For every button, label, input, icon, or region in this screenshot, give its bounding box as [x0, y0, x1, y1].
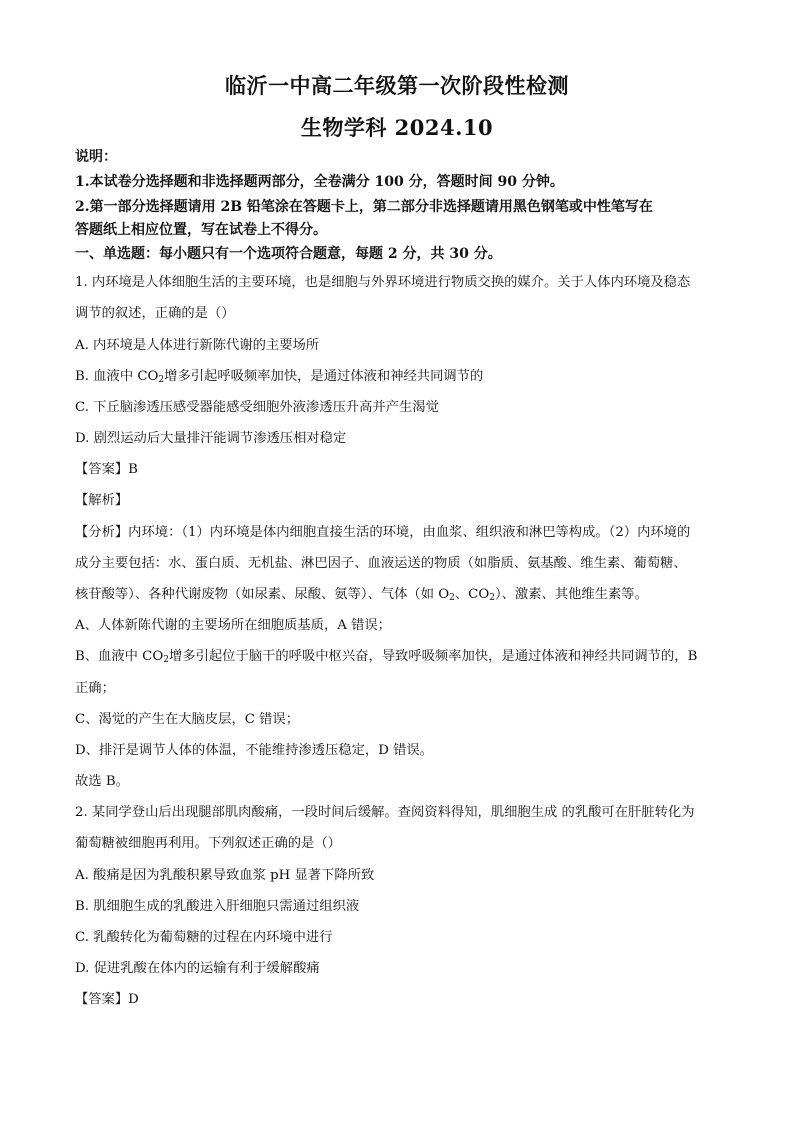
instruction-line-2-cont: 答题纸上相应位置，写在试卷上不得分。: [75, 222, 327, 238]
q1-option-b: B. 血液中 $CO_2$增多引起呼吸频率加快，是通过体液和神经共同调节的: [75, 369, 484, 385]
q1-option-d: D. 剧烈运动后大量排汗能调节渗透压相对稳定: [75, 431, 347, 446]
instruction-line-2: 2.第一部分选择题请用 2B 铅笔涂在答题卡上，第二部分非选择题请用黑色钢笔或中性笔写在: [75, 199, 653, 215]
q1-conclusion: 故选 B。: [75, 774, 129, 789]
q1-explanation-b: B、血液中 $CO_2$增多引起位于脑干的呼吸中枢兴奋，导致呼吸频率加快，是通过体液和神经共同调节的，B: [75, 649, 698, 665]
instruction-line-1: 1.本试卷分选择题和非选择题两部分，全卷满分 100 分，答题时间 90 分钟。: [75, 174, 564, 190]
q1-explanation-b-cont: 正确；: [75, 681, 115, 696]
q1-stem-cont: 调节的叙述，正确的是（）: [75, 306, 235, 321]
instructions-heading: 说明：: [75, 149, 117, 165]
q1-explanation-a: A、人体新陈代谢的主要场所在细胞质基质，A 错误；: [75, 618, 391, 633]
q2-option-b: B. 肌细胞生成的乳酸进入肝细胞只需通过组织液: [75, 899, 360, 914]
q2-option-c: C. 乳酸转化为葡萄糖的过程在内环境中进行: [75, 930, 333, 945]
q1-option-a: A. 内环境是人体进行新陈代谢的主要场所: [75, 338, 320, 353]
exam-subtitle: 生物学科 2024.10: [300, 115, 494, 140]
q2-stem-cont: 葡萄糖被细胞再利用。下列叙述正确的是（）: [75, 836, 341, 851]
section-heading: 一、单选题：每小题只有一个选项符合题意，每题 2 分，共 30 分。: [75, 246, 502, 262]
q1-analysis-line-3: 核苷酸等）、各种代谢废物（如尿素、尿酸、氨等）、气体（如 $O_2$、$CO_2$）、激素、其他维生素等。: [75, 587, 648, 603]
q1-answer: 【答案】B: [75, 462, 138, 477]
q1-explanation-c: C、渴觉的产生在大脑皮层，C 错误；: [75, 712, 300, 727]
q2-option-d: D. 促进乳酸在体内的运输有利于缓解酸痛: [75, 961, 320, 976]
q1-explanation-d: D、排汗是调节人体的体温，不能维持渗透压稳定，D 错误。: [75, 743, 433, 758]
q1-stem: 1. 内环境是人体细胞生活的主要环境，也是细胞与外界环境进行物质交换的媒介。关于人体内环境及稳态: [75, 275, 691, 290]
exam-title: 临沂一中高二年级第一次阶段性检测: [225, 73, 569, 98]
q2-option-a: A. 酸痛是因为乳酸积累导致血浆 pH 显著下降所致: [75, 868, 375, 883]
q1-analysis-line-2: 成分主要包括：水、蛋白质、无机盐、淋巴因子、血液运送的物质（如脂质、氨基酸、维生素、葡萄糖、: [75, 556, 687, 571]
q1-analysis-heading: 【解析】: [75, 493, 129, 508]
q1-option-c: C. 下丘脑渗透压感受器能感受细胞外液渗透压升高并产生渴觉: [75, 400, 439, 415]
q1-analysis-line-1: 【分析】内环境：（1）内环境是体内细胞直接生活的环境，由血浆、组织液和淋巴等构成。（2）内环境的: [75, 525, 691, 540]
q2-answer: 【答案】D: [75, 992, 139, 1007]
q2-stem: 2. 某同学登山后出现腿部肌肉酸痛，一段时间后缓解。查阅资料得知，肌细胞生成 的乳酸可在肝脏转化为: [75, 805, 695, 820]
